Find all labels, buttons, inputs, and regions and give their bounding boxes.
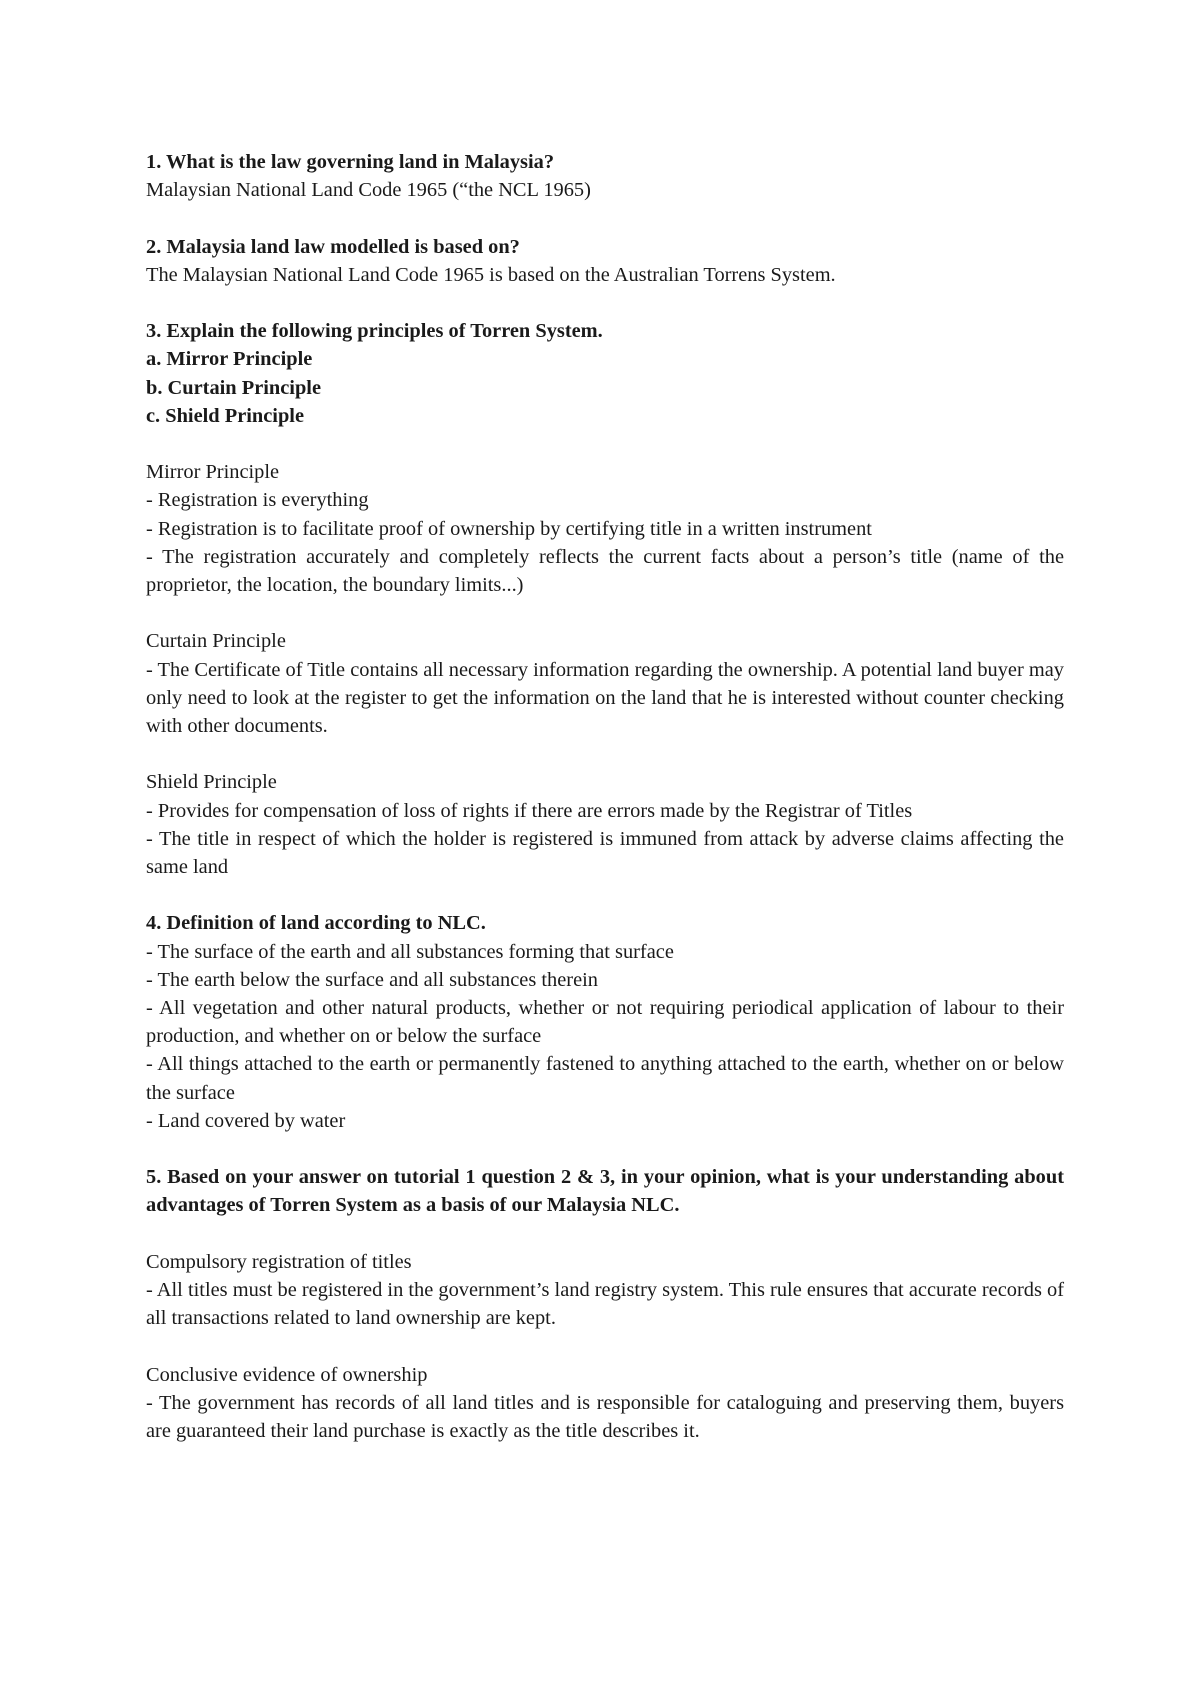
question-3-title: 3. Explain the following principles of Torren System. [146,320,603,343]
question-1-answer: Malaysian National Land Code 1965 (“the NCL 1965) [146,179,591,202]
question-2-answer: The Malaysian National Land Code 1965 is based on the Australian Torrens System. [146,263,836,286]
mirror-principle-heading: Mirror Principle [146,461,280,484]
question-2-title: 2. Malaysia land law modelled is based on? [146,235,520,258]
list-item: - The earth below the surface and all substances therein [146,968,598,991]
question-1-title: 1. What is the law governing land in Malaysia? [146,151,555,173]
shield-principle-heading: Shield Principle [146,771,277,794]
mirror-principle-section [146,458,1064,599]
list-item: - All vegetation and other natural products, whether or not requiring periodical application of labour to their production, and whether on or below the surface [146,997,1064,1048]
list-item: - Registration is everything [146,489,369,512]
question-3-block [146,317,1064,430]
conclusive-evidence-heading: Conclusive evidence of ownership [146,1363,428,1386]
question-2-block [146,233,1064,289]
list-item: - The Certificate of Title contains all necessary information regarding the ownership. A potential land buyer may only need to look at the register to get the information on the land that he is interested without counter checking with other documents. [146,658,1064,737]
compulsory-registration-heading: Compulsory registration of titles [146,1250,412,1273]
compulsory-registration-section [146,1248,1064,1333]
compulsory-registration-list [146,1276,1064,1332]
curtain-principle-heading: Curtain Principle [146,630,286,653]
land-definition-list [146,938,1064,1135]
question-3-option-c: c. Shield Principle [146,404,305,427]
list-item: - The title in respect of which the holder is registered is immuned from attack by adverse claims affecting the same land [146,827,1064,878]
question-3-option-a: a. Mirror Principle [146,348,313,371]
shield-principle-list [146,797,1064,882]
list-item: - The government has records of all land titles and is responsible for cataloguing and preserving them, buyers are guaranteed their land purchase is exactly as the title describes it. [146,1391,1064,1442]
shield-principle-section [146,768,1064,881]
question-4-title: 4. Definition of land according to NLC. [146,912,486,935]
question-5-block [146,1163,1064,1219]
question-5-title: 5. Based on your answer on tutorial 1 question 2 & 3, in your opinion, what is your understanding about advantages of Torren System as a basis of our Malaysia NLC. [146,1166,1064,1217]
curtain-principle-list [146,656,1064,741]
list-item: - The surface of the earth and all substances forming that surface [146,940,674,963]
curtain-principle-section [146,627,1064,740]
question-4-block [146,909,1064,1135]
list-item: - All things attached to the earth or permanently fastened to anything attached to the earth, whether on or below the surface [146,1053,1064,1104]
list-item: - Provides for compensation of loss of rights if there are errors made by the Registrar of Titles [146,799,913,822]
question-1-block [146,148,1064,204]
conclusive-evidence-section [146,1361,1064,1446]
mirror-principle-list [146,486,1064,599]
question-3-option-b: b. Curtain Principle [146,376,322,399]
conclusive-evidence-list [146,1389,1064,1445]
list-item: - Land covered by water [146,1109,346,1132]
list-item: - The registration accurately and completely reflects the current facts about a person’s title (name of the proprietor, the location, the boundary limits...) [146,545,1064,596]
list-item: - All titles must be registered in the government’s land registry system. This rule ensures that accurate records of all transactions related to land ownership are kept. [146,1279,1064,1330]
list-item: - Registration is to facilitate proof of ownership by certifying title in a written instrument [146,517,872,540]
